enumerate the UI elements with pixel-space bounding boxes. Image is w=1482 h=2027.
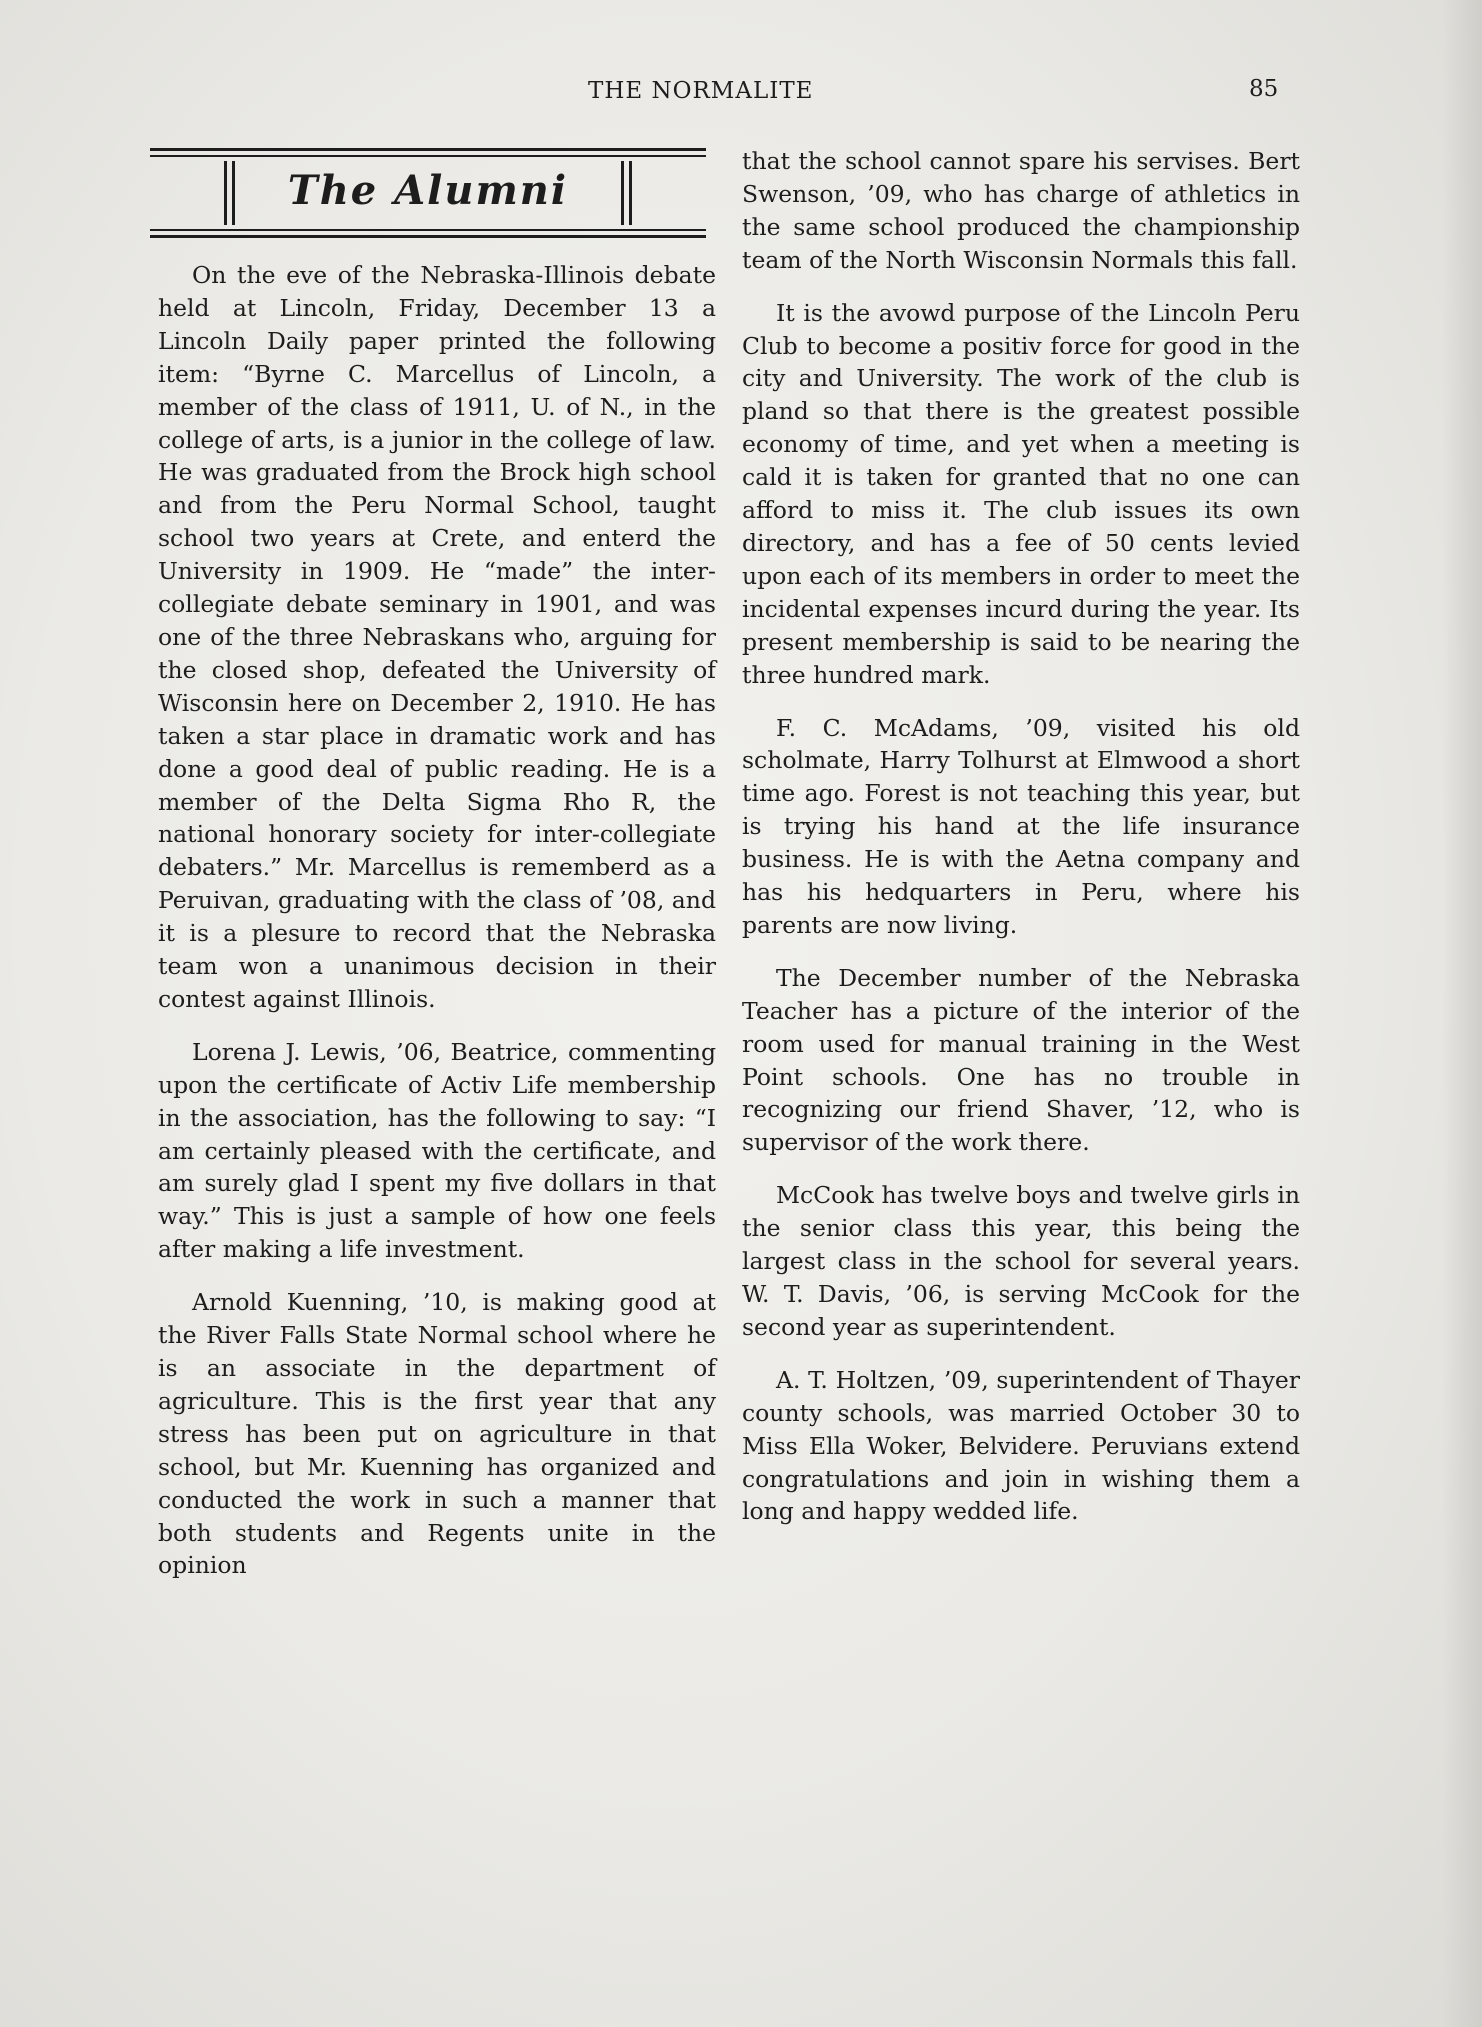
title-rule — [150, 155, 706, 157]
article-paragraph: F. C. McAdams, ’09, visited his old scholmate, Harry Tolhurst at Elmwood a short time ago. Forest is not teaching this year, but is trying his hand at the life insurance business. He is with the Aetna company and has his hedquarters in Peru, where his parents are now living. — [742, 713, 1300, 939]
article-paragraph: It is the avowd purpose of the Lincoln Peru Club to become a positiv force for good in the city and University. The work of the club is pland so that there is the greatest possible economy of time, and yet when a meeting is cald it is taken for granted that no one can afford to miss it. The club issues its own directory, and has a fee of 50 cents levied upon each of its members in order to meet the incidental expenses incurd during the year. Its present membership is said to be nearing the three hundred mark. — [742, 298, 1300, 689]
title-bar — [629, 161, 632, 225]
article-paragraph: Arnold Kuenning, ’10, is making good at the River Falls State Normal school where he is an associate in the department of agriculture. This is the first year that any stress has been put on agriculture in that school, but Mr. Kuenning has organized and conducted the work in such a manner that both students and Regents unite in the opinion — [158, 1288, 716, 1580]
article-paragraph: that the school cannot spare his servises. Bert Swenson, ’09, who has charge of athletics in the same school produced the championship team of the North Wisconsin Normals this fall. — [742, 147, 1300, 274]
title-rule — [150, 148, 706, 151]
page-edge-shadow — [1442, 0, 1482, 2027]
section-title: The Alumni — [287, 167, 569, 214]
section-title-box — [150, 148, 706, 238]
article-paragraph: A. T. Holtzen, ’09, superintendent of Thayer county schools, was married October 30 to Miss Ella Woker, Belvidere. Peruvians extend congratulations and join in wishing them a long and happy wedded life. — [742, 1365, 1300, 1526]
article-paragraph: The December number of the Nebraska Teacher has a picture of the interior of the room used for manual training in the West Point schools. One has no trouble in recognizing our friend Shaver, ’12, who is supervisor of the work there. — [742, 963, 1300, 1157]
article-paragraph: Lorena J. Lewis, ’06, Beatrice, commenting upon the certificate of Activ Life membership in the association, has the following to say: “I am certainly pleased with the certificate, and am surely glad I spent my five dollars in that way.” This is just a sample of how one feels after making a life investment. — [158, 1037, 716, 1264]
article-paragraph: On the eve of the Nebraska-Illinois debate held at Lincoln, Friday, December 13 a Lincoln Daily paper printed the following item: “Byrne C. Marcellus of Lincoln, a member of the class of 1911, U. of N., in the college of arts, is a junior in the college of law. He was graduated from the Brock high school and from the Peru Normal School, taught school two years at Crete, and enterd the University in 1909. He “made” the inter-collegiate debate seminary in 1901, and was one of the three Nebraskans who, arguing for the closed shop, defeated the University of Wisconsin here on December 2, 1910. He has taken a star place in dramatic work and has done a good deal of public reading. He is a member of the Delta Sigma Rho R, the national honorary society for inter-collegiate debaters.” Mr. Marcellus is rememberd as a Peruivan, graduating with the class of ’08, and it is a plesure to record that the Nebraska team won a unanimous decision in their contest against Illinois. — [158, 261, 716, 1013]
title-rule — [150, 229, 706, 231]
title-bar — [621, 161, 624, 225]
title-rule — [150, 235, 706, 238]
right-column — [742, 145, 1300, 1528]
page-number: 85 — [1249, 76, 1279, 102]
running-head: THE NORMALITE — [588, 78, 814, 104]
article-paragraph: McCook has twelve boys and twelve girls in the senior class this year, this being the largest class in the school for several years. W. T. Davis, ’06, is serving McCook for the second year as superintendent. — [742, 1181, 1300, 1341]
left-column — [158, 259, 716, 1582]
